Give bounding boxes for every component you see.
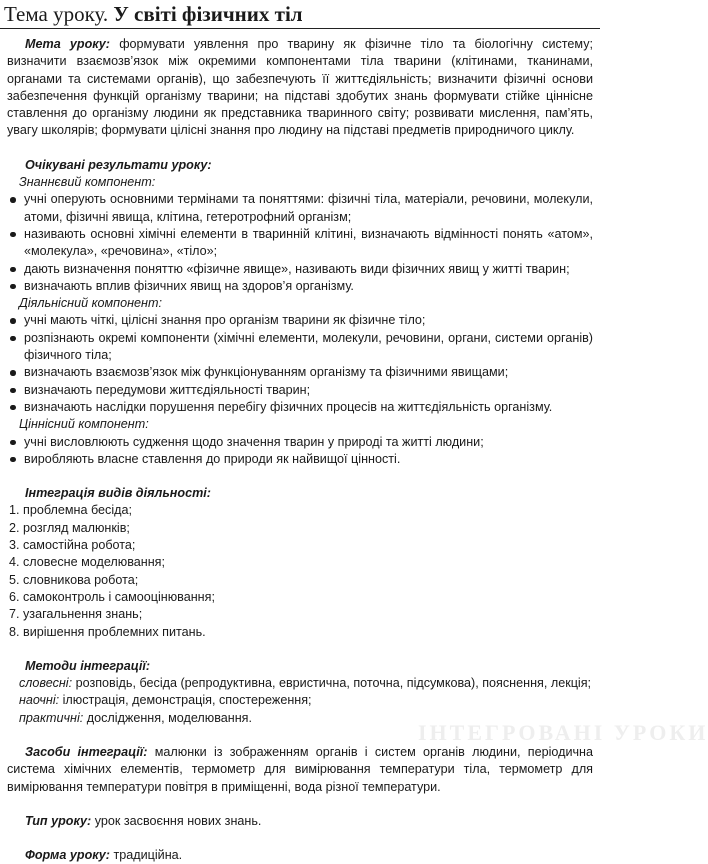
lesson-type-label: Тип уроку: [25,813,92,828]
list-item: 8. вирішення проблемних питань. [23,624,593,641]
page-title [4,2,303,26]
knowledge-label: Знаннєвий компонент: [19,175,156,190]
list-item: дають визначення поняттю «фізичне явище», називають види фізичних явищ у житті тварин; [7,261,593,278]
value-label: Ціннісний компонент: [19,417,149,432]
title-prefix: Тема уроку. [4,2,109,26]
methods-visual-label: наочні: [19,693,60,708]
means-text: малюнки із зображенням органів і систем органів людини, періодична система хімічних елементів, термометр для вимірювання температури тіла, термометр для вимірювання температури повітря в приміщенні, вода різної температури. [7,744,594,794]
list-item: 6. самоконтроль і самооцінювання; [23,589,593,606]
results-heading: Очікувані результати уроку: [25,157,212,172]
list-item: учні оперують основними термінами та поняттями: фізичні тіла, матеріали, речовини, молекули, атоми, фізичні явища, клітина, гетеротрофний організм; [7,191,593,226]
methods-practical-text: дослідження, моделювання. [86,710,252,725]
list-item: визначають наслідки порушення перебігу фізичних процесів на життєдіяльність організму. [7,399,593,416]
knowledge-list [7,191,593,295]
goal-paragraph [7,36,593,140]
list-item: учні висловлюють судження щодо значення тварин у природі та житті людини; [7,434,593,451]
methods-practical [7,710,593,727]
goal-label: Мета уроку: [25,37,110,51]
methods-verbal-label: словесні: [19,676,73,691]
means-paragraph [7,744,593,796]
list-item: 4. словесне моделювання; [23,554,593,571]
title-topic: У світі фізичних тіл [113,2,303,26]
list-item: виробляють власне ставлення до природи як найвищої цінності. [7,451,593,468]
list-item: визначають взаємозв’язок між функціонуванням організму та фізичними явищами; [7,364,593,381]
integration-list [7,502,593,640]
list-item: учні мають чіткі, цілісні знання про організм тварини як фізичне тіло; [7,312,593,329]
list-item: 1. проблемна бесіда; [23,502,593,519]
lesson-type [7,813,593,830]
list-item: розпізнають окремі компоненти (хімічні елементи, молекули, речовини, органи, системи органів) фізичного тіла; [7,330,593,365]
activity-list [7,312,593,416]
value-list [7,434,593,469]
list-item: визначають вплив фізичних явищ на здоров’я організму. [7,278,593,295]
methods-heading: Методи інтеграції: [25,658,151,673]
lesson-type-text: урок засвоєння нових знань. [94,813,262,828]
list-item: 2. розгляд малюнків; [23,520,593,537]
list-item: 3. самостійна робота; [23,537,593,554]
activity-label: Діяльнісний компонент: [19,296,162,311]
methods-verbal-text: розповідь, бесіда (репродуктивна, евристична, поточна, підсумкова), пояснення, лекція; [75,676,592,691]
means-label: Засоби інтеграції: [25,744,148,759]
lesson-form-text: традиційна. [113,848,183,863]
methods-visual [7,692,593,709]
lesson-form-label: Форма уроку: [25,848,110,863]
title-bar [0,0,600,29]
list-item: визначають передумови життєдіяльності тварин; [7,382,593,399]
methods-verbal [7,675,593,692]
background-watermark: ІНТЕГРОВАНІ УРОКИ [418,720,708,745]
lesson-form [7,847,593,864]
list-item: 5. словникова робота; [23,572,593,589]
lesson-content [7,36,593,864]
list-item: називають основні хімічні елементи в тваринній клітині, визначають відмінності понять «атом», «молекула», «речовина», «тіло»; [7,226,593,261]
methods-practical-label: практичні: [19,710,84,725]
integration-heading: Інтеграція видів діяльності: [25,486,212,501]
methods-visual-text: ілюстрація, демонстрація, спостереження; [62,693,312,708]
goal-text: формувати уявлення про тварину як фізичне тіло та біологічну систему; визначити взаємозв’язок між окремими компонентами тіла тварини (клітинами, тканинами, органами та системами органів), що забезпечують її життєдіяльність; визначити фізичні основи забезпечення функцій організму тварини; на підставі здобутих знань формувати стійке ціннісне ставлення до організму людини як представника тваринного світу; розвивати мислення, пам’ять, увагу школярів; формувати цілісні знання про людину на підставі предметів природничого циклу. [7,37,594,138]
list-item: 7. узагальнення знань; [23,606,593,623]
